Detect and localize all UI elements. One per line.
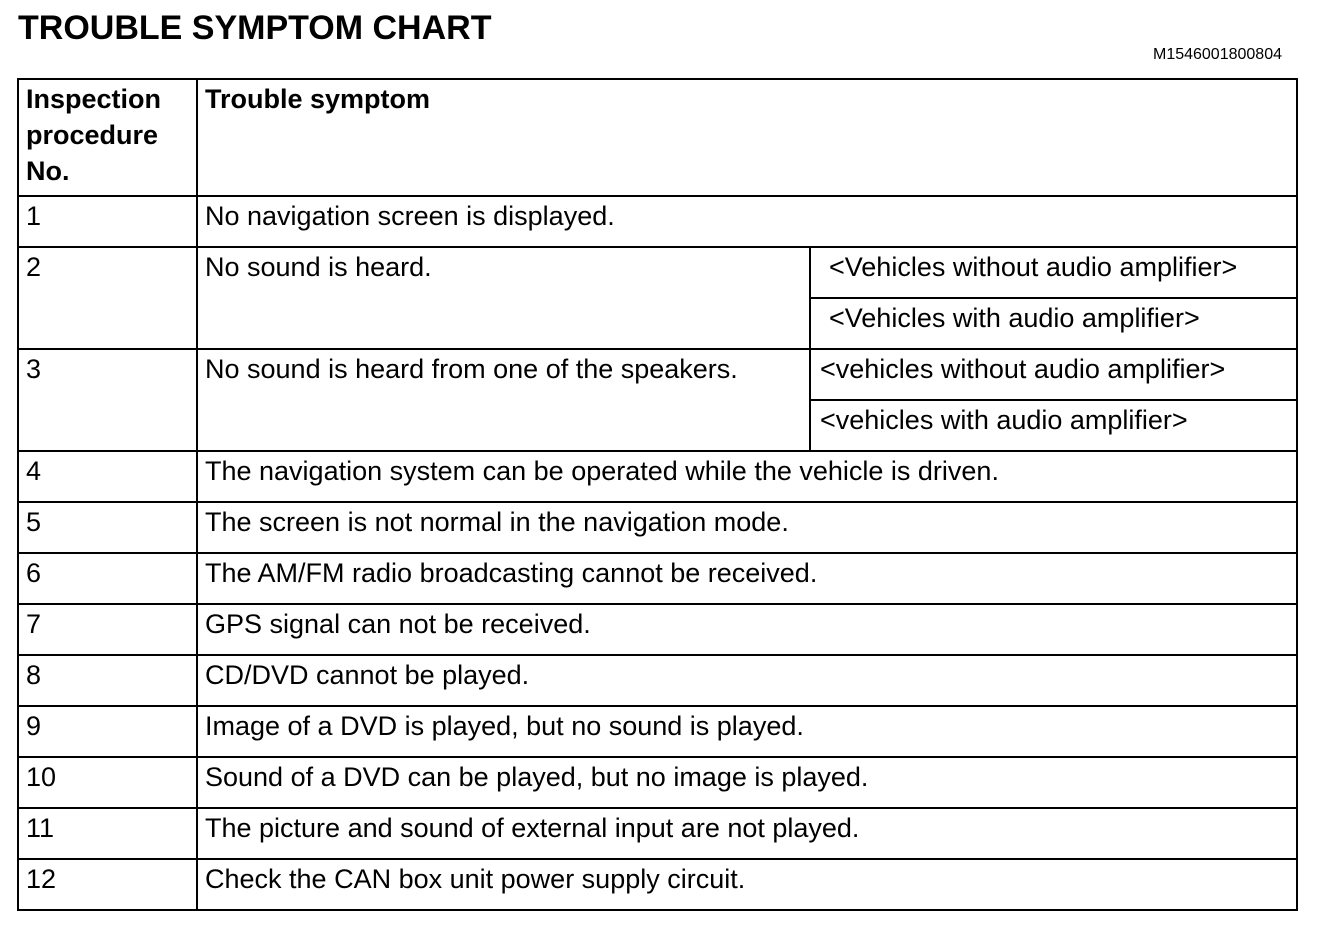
- row-number: 8: [18, 655, 197, 706]
- row-variant: <vehicles with audio amplifier>: [810, 400, 1297, 451]
- document-code: M1546001800804: [1152, 46, 1282, 63]
- row-number: 5: [18, 502, 197, 553]
- row-variant: <Vehicles without audio amplifier>: [810, 247, 1297, 298]
- row-number: 3: [18, 349, 197, 451]
- table-row: [18, 808, 1297, 859]
- row-number: 11: [18, 808, 197, 859]
- row-symptom: No sound is heard.: [197, 247, 810, 349]
- row-number: 6: [18, 553, 197, 604]
- row-symptom: Image of a DVD is played, but no sound is played.: [197, 706, 1297, 757]
- row-variant: <vehicles without audio amplifier>: [810, 349, 1297, 400]
- page-title: TROUBLE SYMPTOM CHART: [18, 9, 492, 47]
- row-symptom: GPS signal can not be received.: [197, 604, 1297, 655]
- row-symptom: Check the CAN box unit power supply circuit.: [197, 859, 1297, 910]
- row-symptom: CD/DVD cannot be played.: [197, 655, 1297, 706]
- row-symptom: No sound is heard from one of the speakers.: [197, 349, 810, 451]
- row-number: 12: [18, 859, 197, 910]
- table-row: [18, 706, 1297, 757]
- row-number: 10: [18, 757, 197, 808]
- table-row: [18, 196, 1297, 247]
- trouble-symptom-table: [17, 78, 1298, 911]
- header-trouble-symptom: Trouble symptom: [197, 79, 1297, 196]
- table-row: [18, 859, 1297, 910]
- row-number: 1: [18, 196, 197, 247]
- row-symptom: The picture and sound of external input are not played.: [197, 808, 1297, 859]
- table-row: [18, 604, 1297, 655]
- row-variant: <Vehicles with audio amplifier>: [810, 298, 1297, 349]
- table-header-row: [18, 79, 1297, 196]
- row-number: 2: [18, 247, 197, 349]
- table-row: [18, 451, 1297, 502]
- table-row: [18, 502, 1297, 553]
- row-symptom: The screen is not normal in the navigation mode.: [197, 502, 1297, 553]
- table-row: [18, 757, 1297, 808]
- row-symptom: The AM/FM radio broadcasting cannot be received.: [197, 553, 1297, 604]
- row-symptom: Sound of a DVD can be played, but no image is played.: [197, 757, 1297, 808]
- table-row: [18, 553, 1297, 604]
- row-number: 7: [18, 604, 197, 655]
- header-inspection-no: Inspection procedure No.: [18, 79, 197, 196]
- table-row: [18, 349, 1297, 400]
- row-number: 9: [18, 706, 197, 757]
- table-row: [18, 247, 1297, 298]
- row-symptom: The navigation system can be operated while the vehicle is driven.: [197, 451, 1297, 502]
- row-symptom: No navigation screen is displayed.: [197, 196, 1297, 247]
- row-number: 4: [18, 451, 197, 502]
- table-row: [18, 655, 1297, 706]
